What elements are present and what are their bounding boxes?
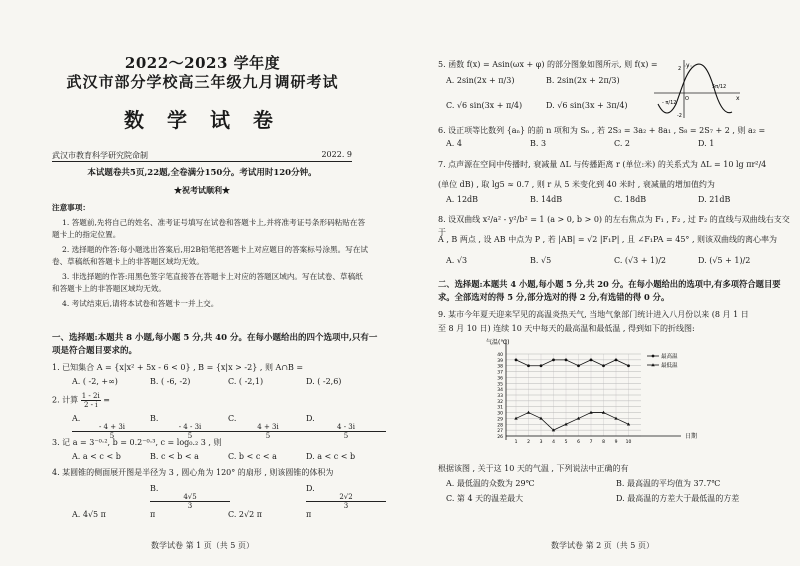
data-point [527, 411, 530, 414]
y-tick-label: 30 [497, 411, 503, 417]
question-9-prompt: 根据该图 , 关于这 10 天的气温 , 下列说法中正确的有 [438, 464, 629, 473]
notes-block [52, 202, 368, 312]
option-num: - 4 + 3i [72, 423, 152, 432]
note-item: 2. 选择题的作答:每小题选出答案后,用2B铅笔把答题卡上对应题目的答案标号涂黑。写在试卷、草稿纸和答题卡上的非答题区域均无效。 [52, 244, 369, 266]
x-tick-label: 6 [577, 440, 580, 445]
y-tick-label: 27 [497, 429, 503, 435]
y-tick-label: 40 [497, 353, 503, 358]
question-2 [52, 392, 382, 409]
data-point [552, 358, 555, 361]
data-point [627, 364, 630, 367]
good-luck-line: ★祝考试顺利★ [174, 185, 230, 195]
data-point [590, 358, 593, 361]
question-5-options [446, 76, 656, 110]
option: C. b < c < a [228, 452, 277, 461]
question-6: 6. 设正项等比数列 {aₙ} 的前 n 项和为 Sₙ , 若 2S₃ = 3a₂ + 8a₁ , S₈ = 2S₇ + 2 , 则 a₂ = [438, 126, 766, 135]
option: B. 14dB [530, 195, 563, 204]
data-point [602, 364, 605, 367]
option: C. 18dB [614, 195, 647, 204]
question-9-line-2: 至 8 月 10 日) 连续 10 天中每天的最高温和最低温 , 得到如下的折线图: [438, 324, 695, 333]
school-title: 武汉市部分学校高三年级九月调研考试 [66, 73, 339, 91]
y-tick-label: 35 [497, 382, 503, 388]
question-8-line-1: 8. 设双曲线 x²/a² - y²/b² = 1 (a > 0, b > 0) 的左右焦点为 F₁ , F₂ , 过 F₂ 的直线与双曲线右支交于 [438, 215, 790, 237]
x-tick-label: 5 [564, 440, 568, 445]
option: C. √6 sin(3x + π/4) [446, 101, 523, 110]
option: D. 1 [698, 139, 715, 148]
option-num: 4√5 [150, 493, 230, 502]
series-line [516, 360, 629, 366]
option-num: - 4 - 3i [150, 423, 230, 432]
x-axis-label: 日期 [685, 433, 698, 440]
option: D. ( -2,6) [306, 377, 342, 386]
option: B. 最高温的平均值为 37.7℃ [616, 479, 721, 488]
y-tick-label: 38 [497, 364, 503, 370]
exam-info: 本试题卷共5页,22题,全卷满分150分。考试用时120分钟。 [87, 168, 317, 178]
option: C. 第 4 天的温差最大 [446, 494, 524, 503]
question-5: 5. 函数 f(x) = Asin(ωx + φ) 的部分图象如图所示, 则 f(x) = [438, 60, 658, 69]
option: A. 12dB [446, 195, 479, 204]
option-den: 3 [343, 502, 349, 510]
data-point [515, 358, 518, 361]
x-tick-label: 4 [552, 440, 555, 445]
y-tick-label: 31 [497, 405, 503, 411]
graph-left-label: - π/12 [662, 100, 677, 106]
option: C. (√3 + 1)/2 [614, 256, 667, 265]
option-letter: A. [72, 414, 81, 423]
section-2-heading: 二、选择题:本题共 4 小题,每小题 5 分,共 20 分。在每小题给出的选项中,有多项符合题目要求。全部选对的得 5 分,部分选对的得 2 分,有选错的得 0 分。 [438, 279, 781, 302]
option-letter: C. [228, 414, 237, 423]
question-7-line-2: (单位 dB) , 取 lg5 ≈ 0.7 , 则 r 从 5 米变化到 40 米时 , 衰减量的增加值约为 [438, 180, 715, 189]
graph-origin: O [685, 96, 689, 102]
option-den: 5 [187, 432, 193, 440]
y-tick-label: 33 [497, 394, 503, 399]
note-item: 1. 答题前,先将自己的姓名、准考证号填写在试卷和答题卡上,并将准考证号条形码粘贴在答题卡上的指定位置。 [52, 217, 366, 239]
y-tick-label: 29 [497, 417, 503, 423]
x-tick-label: 2 [527, 440, 530, 445]
option: A. a < c < b [72, 452, 121, 461]
question-9-line-1: 9. 某市今年夏天迎来罕见的高温炎热天气, 当地气象部门统计进入八月份以来 (8 月 1 日 [438, 310, 749, 319]
exam-date: 2022. 9 [321, 150, 352, 159]
option: D. 21dB [698, 195, 731, 204]
option-letter: B. [150, 414, 159, 423]
option: A. 2sin(2x + π/3) [446, 76, 515, 85]
q5-sine-graph [652, 58, 742, 120]
x-tick-label: 7 [589, 440, 593, 445]
question-4-options [72, 484, 392, 519]
question-3-options [72, 452, 392, 461]
option: A. 4 [446, 139, 462, 148]
year-title: 2022～2023 学年度 [124, 54, 281, 72]
legend-marker [652, 355, 655, 358]
option-letter: D. [306, 484, 315, 493]
option: D. (√5 + 1)/2 [698, 256, 751, 265]
q2-suffix: = [103, 395, 110, 405]
graph-ylabel: y [686, 62, 690, 69]
option: B. c < b < a [150, 452, 199, 461]
org-name: 武汉市教育科学研究院命制 [52, 151, 148, 160]
y-tick-label: 26 [497, 435, 503, 440]
option: B. √5 [530, 256, 552, 265]
data-point [527, 364, 530, 367]
option [150, 484, 228, 519]
option: B. 2sin(2x + 2π/3) [546, 76, 620, 85]
graph-ymax: 2 [678, 66, 682, 72]
note-item: 3. 非选择题的作答:用黑色签字笔直接答在答题卡上对应的答题区域内。写在试卷、草稿纸和答题卡上的非答题区域均无效。 [52, 271, 363, 293]
question-1-options [72, 377, 392, 386]
option: D. 最高温的方差大于最低温的方差 [616, 494, 740, 503]
question-1: 1. 已知集合 A = {x|x² + 5x - 6 < 0} , B = {x|x > -2} , 则 A∩B = [52, 363, 304, 372]
option-letter: D. [306, 414, 315, 423]
option-letter: B. [150, 484, 159, 493]
question-7-options [446, 195, 786, 204]
option: D. a < c < b [306, 452, 356, 461]
question-8-line-2: A , B 两点 , 设 AB 中点为 P , 若 |AB| = √2 |F₁P| , 且 ∠F₁PA = 45° , 则该双曲线的离心率为 [438, 235, 778, 244]
notes-title: 注意事项： [52, 203, 90, 212]
option: C. 2√2 π [228, 510, 262, 519]
option [306, 484, 384, 519]
data-point [540, 364, 543, 367]
org-row [52, 150, 352, 161]
y-tick-label: 28 [497, 423, 503, 429]
data-point [577, 364, 580, 367]
q2-numerator: 1 - 2i [81, 392, 100, 400]
subject-title: 数 学 试 卷 [124, 108, 281, 132]
y-tick-label: 34 [497, 388, 503, 394]
q2-denominator: 2 - i [83, 401, 98, 409]
question-4: 4. 某圆锥的侧面展开图是半径为 3 , 圆心角为 120° 的扇形 , 则该圆锥的体积为 [52, 468, 334, 477]
q2-prefix: 2. 计算 [52, 395, 79, 405]
option-den: 5 [265, 432, 271, 440]
temperature-line-chart [478, 336, 708, 454]
graph-right-label: 5π/12 [712, 84, 727, 90]
y-tick-label: 37 [497, 370, 503, 376]
y-tick-label: 36 [497, 376, 503, 382]
option-den: 5 [109, 432, 115, 440]
option: A. 最低温的众数为 29℃ [446, 479, 535, 488]
question-7-line-1: 7. 点声源在空间中传播时, 衰减量 ΔL 与传播距离 r (单位:米) 的关系式为 ΔL = 10 lg πr²/4 [438, 160, 767, 169]
y-tick-label: 32 [497, 399, 503, 405]
option-num: 2√2 [306, 493, 386, 502]
q2-fraction [81, 392, 101, 409]
question-6-options [446, 139, 786, 148]
option-suffix: π [306, 510, 312, 519]
series-line [516, 413, 629, 431]
option-suffix: π [150, 510, 156, 519]
footer-page-1: 数学试卷 第 1 页（共 5 页） [151, 541, 254, 550]
legend-label: 最低温 [661, 363, 678, 369]
option: C. ( -2,1) [228, 377, 264, 386]
option: A. √3 [446, 256, 468, 265]
option: C. 2 [614, 139, 631, 148]
y-axis-label: 气温(℃) [486, 339, 510, 346]
option-num: 4 + 3i [228, 423, 308, 432]
footer-page-2: 数学试卷 第 2 页（共 5 页） [551, 541, 654, 550]
x-tick-label: 10 [625, 440, 632, 445]
graph-ymin: -2 [677, 113, 682, 119]
option: B. ( -6, -2) [150, 377, 191, 386]
option: A. ( -2, +∞) [72, 377, 118, 386]
option-den: 5 [343, 432, 349, 440]
legend-label: 最高温 [661, 354, 678, 360]
y-tick-label: 39 [497, 358, 503, 364]
x-tick-label: 1 [514, 440, 518, 445]
data-point [615, 358, 618, 361]
section-1-heading: 一、选择题:本题共 8 小题,每小题 5 分,共 40 分。在每小题给出的四个选项中,只有一项是符合题目要求的。 [52, 333, 378, 356]
graph-xlabel: x [736, 95, 740, 102]
x-tick-label: 3 [539, 440, 543, 445]
option: D. √6 sin(3x + 3π/4) [546, 101, 628, 110]
option: A. 4√5 π [72, 510, 106, 519]
note-item: 4. 考试结束后,请将本试卷和答题卡一并上交。 [62, 298, 219, 308]
x-tick-label: 9 [614, 440, 618, 445]
header-rule [52, 161, 352, 162]
option: B. 3 [530, 139, 547, 148]
question-8-options [446, 256, 786, 265]
question-3: 3. 记 a = 3⁻⁰·², b = 0.2⁻⁰·³, c = log₀.₂ 3 , 则 [52, 438, 222, 447]
x-tick-label: 8 [602, 440, 605, 445]
data-point [565, 358, 568, 361]
question-9-options [446, 478, 786, 504]
option-num: 4 - 3i [306, 423, 386, 432]
option-den: 3 [187, 502, 193, 510]
